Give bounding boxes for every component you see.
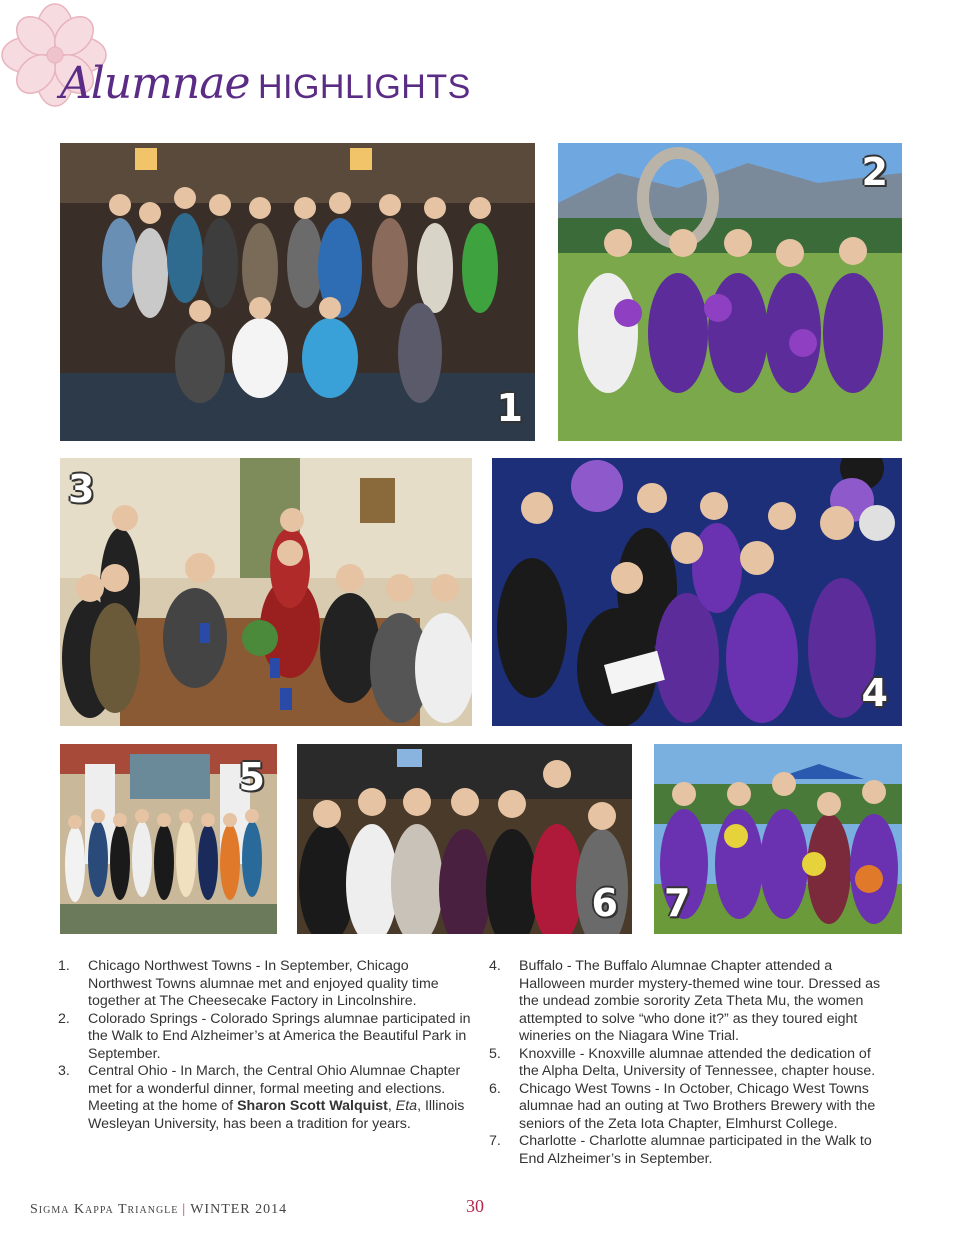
photo-chicago-northwest-towns — [60, 143, 535, 441]
caption-item — [489, 1046, 894, 1081]
photo-number-1: 1 — [496, 386, 523, 430]
caption-item — [489, 1133, 894, 1168]
caption-number: 3. — [58, 1063, 70, 1079]
photo-number-6: 6 — [591, 881, 618, 925]
caption-item — [58, 1063, 476, 1133]
page-title — [60, 58, 471, 118]
publication-name: Sigma Kappa Triangle — [30, 1202, 179, 1217]
photo-charlotte — [654, 744, 902, 934]
photo-colorado-springs — [558, 143, 902, 441]
photo-number-4: 4 — [861, 671, 888, 715]
caption-text: Colorado Springs - Colorado Springs alumnae participated in the Walk to End Alzheimer’s at America the Beautiful Park in September. — [88, 1010, 471, 1062]
footer-separator: | — [182, 1202, 187, 1217]
caption-number: 4. — [489, 958, 501, 974]
page-number: 30 — [466, 1196, 484, 1216]
caption-text: Chicago West Towns - In October, Chicago West Towns alumnae had an outing at Two Brothers Brewery with the seniors of the Zeta Iota Chapter, Elmhurst College. — [519, 1080, 876, 1132]
caption-number: 5. — [489, 1045, 501, 1062]
captions-left-column — [58, 958, 476, 1133]
photo-chicago-west-towns — [297, 744, 632, 934]
caption-text: Knoxville - Knoxville alumnae attended the dedication of the Alpha Delta, University of Tennessee, chapter house. — [519, 1045, 876, 1079]
caption-number: 6. — [489, 1080, 501, 1097]
title-script: Alumnae — [60, 58, 250, 109]
caption-bold-name: Sharon Scott Walquist — [237, 1098, 388, 1114]
caption-text: Charlotte - Charlotte alumnae participated in the Walk to End Alzheimer’s in September. — [519, 1133, 872, 1167]
caption-item — [489, 958, 894, 1046]
captions-right-column — [489, 958, 894, 1168]
photo-number-3: 3 — [68, 467, 95, 511]
footer-publication — [30, 1202, 287, 1218]
photo-number-2: 2 — [861, 150, 888, 194]
photo-buffalo — [492, 458, 902, 726]
issue-label: WINTER 2014 — [190, 1202, 288, 1217]
caption-number: 2. — [58, 1010, 70, 1027]
caption-text: Chicago Northwest Towns - In September, Chicago Northwest Towns alumnae met and enjoyed quality time together at The Cheesecake Factory in Lincolnshire. — [88, 958, 439, 1009]
caption-number: 7. — [489, 1133, 501, 1149]
caption-number: 1. — [58, 958, 70, 974]
caption-item — [489, 1081, 894, 1134]
caption-text: Buffalo - The Buffalo Alumnae Chapter attended a Halloween murder mystery-themed wine tour. Dressed as the undead zombie sorority Zeta Theta Mu, the women attempted to solve “who done it?” as they toured eight wineries on the Niagara Wine Trial. — [519, 958, 881, 1044]
caption-italic-chapter: Eta — [395, 1098, 418, 1114]
photo-central-ohio — [60, 458, 472, 726]
caption-text-part: , — [387, 1098, 396, 1114]
photo-number-5: 5 — [238, 755, 265, 799]
caption-item — [58, 1011, 476, 1064]
photo-number-7: 7 — [664, 881, 691, 925]
caption-text-part: Central Ohio - In March, the Central Ohio Alumnae Chapter met for a wonderful dinner, formal meeting and elections. Meeting at the home of — [88, 1063, 461, 1114]
photo-knoxville — [60, 744, 277, 934]
caption-text-part: , Illinois Wesleyan University, has been a tradition for years. — [88, 1098, 465, 1132]
caption-item — [58, 958, 476, 1011]
caption-text — [88, 1063, 464, 1132]
title-caps: HIGHLIGHTS — [257, 68, 471, 106]
